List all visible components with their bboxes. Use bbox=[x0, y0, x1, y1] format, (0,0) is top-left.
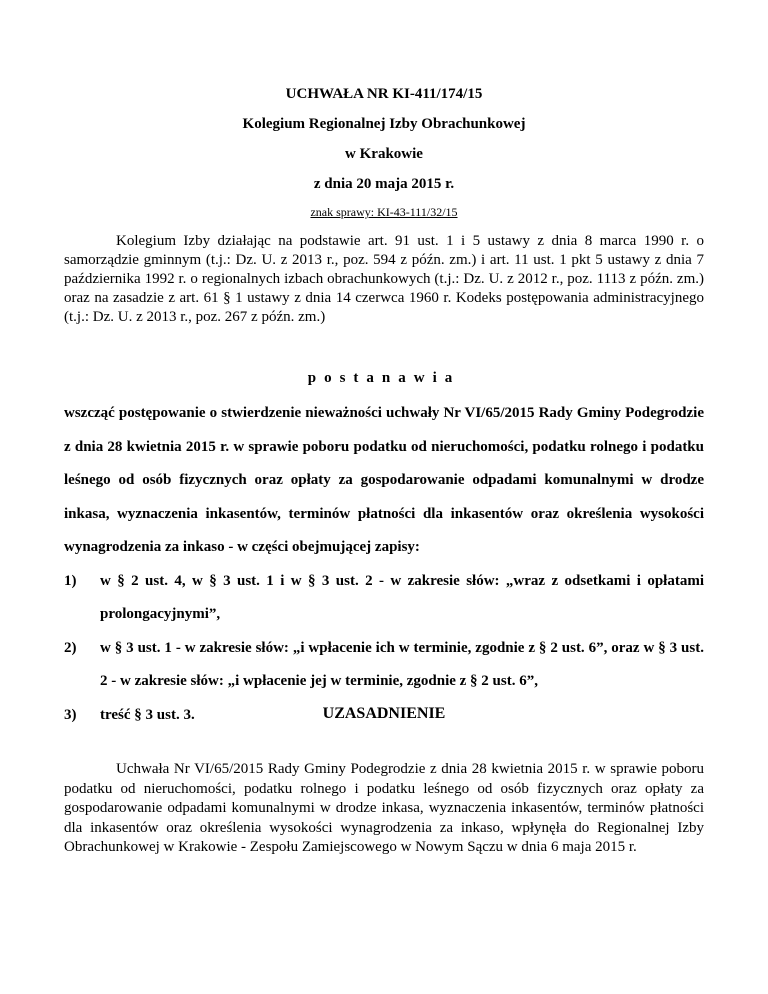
decision-item-text: w § 3 ust. 1 - w zakresie słów: „i wpłacenie ich w terminie, zgodnie z § 2 ust. 6”, oraz w § 3 ust. 2 - w zakresie słów: „i wpłacenie jej w terminie, zgodnie z § 2 ust. 6”, bbox=[100, 639, 704, 689]
justification-heading: UZASADNIENIE bbox=[322, 705, 446, 722]
decision-text: wszcząć postępowanie o stwierdzenie nieważności uchwały Nr VI/65/2015 Rady Gminy Podegrodzie z dnia 28 kwietnia 2015 r. w sprawie poboru podatku od nieruchomości, podatku rolnego i podatku leśnego od osób fizycznych oraz opłaty za gospodarowanie odpadami komunalnymi w drodze inkasa, wyznaczenia inkasentów, terminów płatności dla inkasentów oraz określenia wysokości wynagrodzenia za inkaso - w części obejmującej zapisy: bbox=[64, 405, 704, 555]
decision-item bbox=[64, 565, 704, 632]
case-number bbox=[0, 205, 768, 220]
decision-block bbox=[64, 397, 704, 732]
decision-item-text: treść § 3 ust. 3. bbox=[100, 706, 195, 723]
decision-item bbox=[64, 632, 704, 699]
issuing-body: Kolegium Regionalnej Izby Obrachunkowej bbox=[242, 116, 526, 132]
resolution-date: z dnia 20 maja 2015 r. bbox=[313, 176, 455, 192]
decision-item-number: 3) bbox=[64, 706, 77, 723]
decision-heading: postanawia bbox=[307, 370, 461, 386]
justification-paragraph: Uchwała Nr VI/65/2015 Rady Gminy Podegrodzie z dnia 28 kwietnia 2015 r. w sprawie poboru podatku od nieruchomości, podatku rolnego i podatku leśnego od osób fizycznych oraz opłaty za gospodarowanie odpadami komunalnymi w drodze inkasa, wyznaczenia inkasentów, terminów płatności dla inkasentów oraz określenia wysokości wynagrodzenia za inkaso, wpłynęła do Regionalnej Izby Obrachunkowej w Krakowie - Zespołu Zamiejscowego w Nowym Sączu w dnia 6 maja 2015 r. bbox=[64, 761, 704, 855]
intro-paragraph: Kolegium Izby działając na podstawie art. 91 ust. 1 i 5 ustawy z dnia 8 marca 1990 r. o samorządzie gminnym (t.j.: Dz. U. z 2013 r., poz. 594 z późn. zm.) i art. 11 ust. 1 pkt 5 ustawy z dnia 7 października 1992 r. o regionalnych izbach obrachunkowych (t.j.: Dz. U. z 2012 r., poz. 1113 z późn. zm.) oraz na zasadzie z art. 61 § 1 ustawy z dnia 14 czerwca 1960 r. Kodeks postępowania administracyjnego (t.j.: Dz. U. z 2013 r., poz. 267 z późn. zm.) bbox=[64, 233, 704, 325]
case-number-text: znak sprawy: KI-43-111/32/15 bbox=[310, 205, 458, 219]
decision-item-number: 1) bbox=[64, 572, 77, 589]
decision-item-text: w § 2 ust. 4, w § 3 ust. 1 i w § 3 ust. 2 - w zakresie słów: „wraz z odsetkami i opłatami prolongacyjnymi”, bbox=[100, 572, 704, 622]
issuing-city: w Krakowie bbox=[345, 146, 423, 162]
resolution-title: UCHWAŁA NR KI-411/174/15 bbox=[285, 86, 483, 102]
decision-item-number: 2) bbox=[64, 639, 77, 656]
